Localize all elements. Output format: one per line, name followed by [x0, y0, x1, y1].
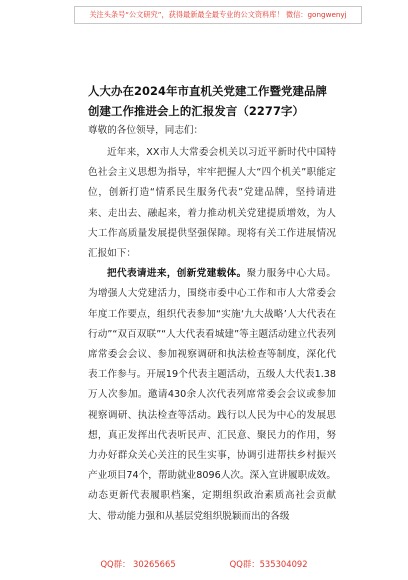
intro-paragraph: 近年来，XX市人大常委会机关以习近平新时代中国特色社会主义思想为指导，牢牢把握人大“四个机关”职能定位，创新打造“情系民生服务代表”党建品牌，坚持请进来、走出去、融起来，着力推动机关党建提质增效，为人大工作高质量发展提供坚强保障。现将有关工作进展情况汇报如下：	[88, 147, 336, 260]
document-body	[88, 81, 336, 527]
section-1-heading: 把代表请进来，创新党建载体。	[107, 268, 247, 280]
section-1-paragraph	[88, 264, 336, 527]
footer-qq-group-1: QQ群： 30265665	[100, 559, 176, 569]
document-title: 人大办在2024年市直机关党建工作暨党建品牌创建工作推进会上的汇报发言（2277字）	[88, 84, 327, 118]
promo-banner: 关注头条号“公文研究”，获得最新最全最专业的公文资料库！ 微信：gongwenyj	[74, 6, 362, 24]
footer	[0, 558, 408, 574]
footer-qq-group-2: QQ群：535304092	[229, 559, 308, 569]
section-1-subheading: 聚力服务中心大局。	[246, 268, 337, 280]
greeting: 尊敬的各位领导，同志们：	[88, 125, 204, 136]
section-1-body: 为增强人大党建活力，围绕市委中心工作和市人大常委会年度工作要点，组织代表参加“实施‘九大战略’人大代表在行动”“双百双联”“人大代表看城建”等主题活动建立代表列席常委会会议、参加视察调研和执法检查等制度，深化代表工作参与。开展19个代表主题活动，五级人大代表1.38万人次参加。邀请430余人次代表列席常委会会议或参加视察调研、执法检查等活动。践行以人民为中心的发展思想，真正发挥出代表听民声、汇民意、聚民力的作用，努力办好群众关心关注的民生实事，协调引进帮扶乡村振兴产业项目74个，帮助就业8096人次。深入宣讲履职成效。动态更新代表履职档案，定期组织政治素质高社会贡献大、带动能力强和从基层党组织脱颖而出的各级	[88, 288, 336, 522]
